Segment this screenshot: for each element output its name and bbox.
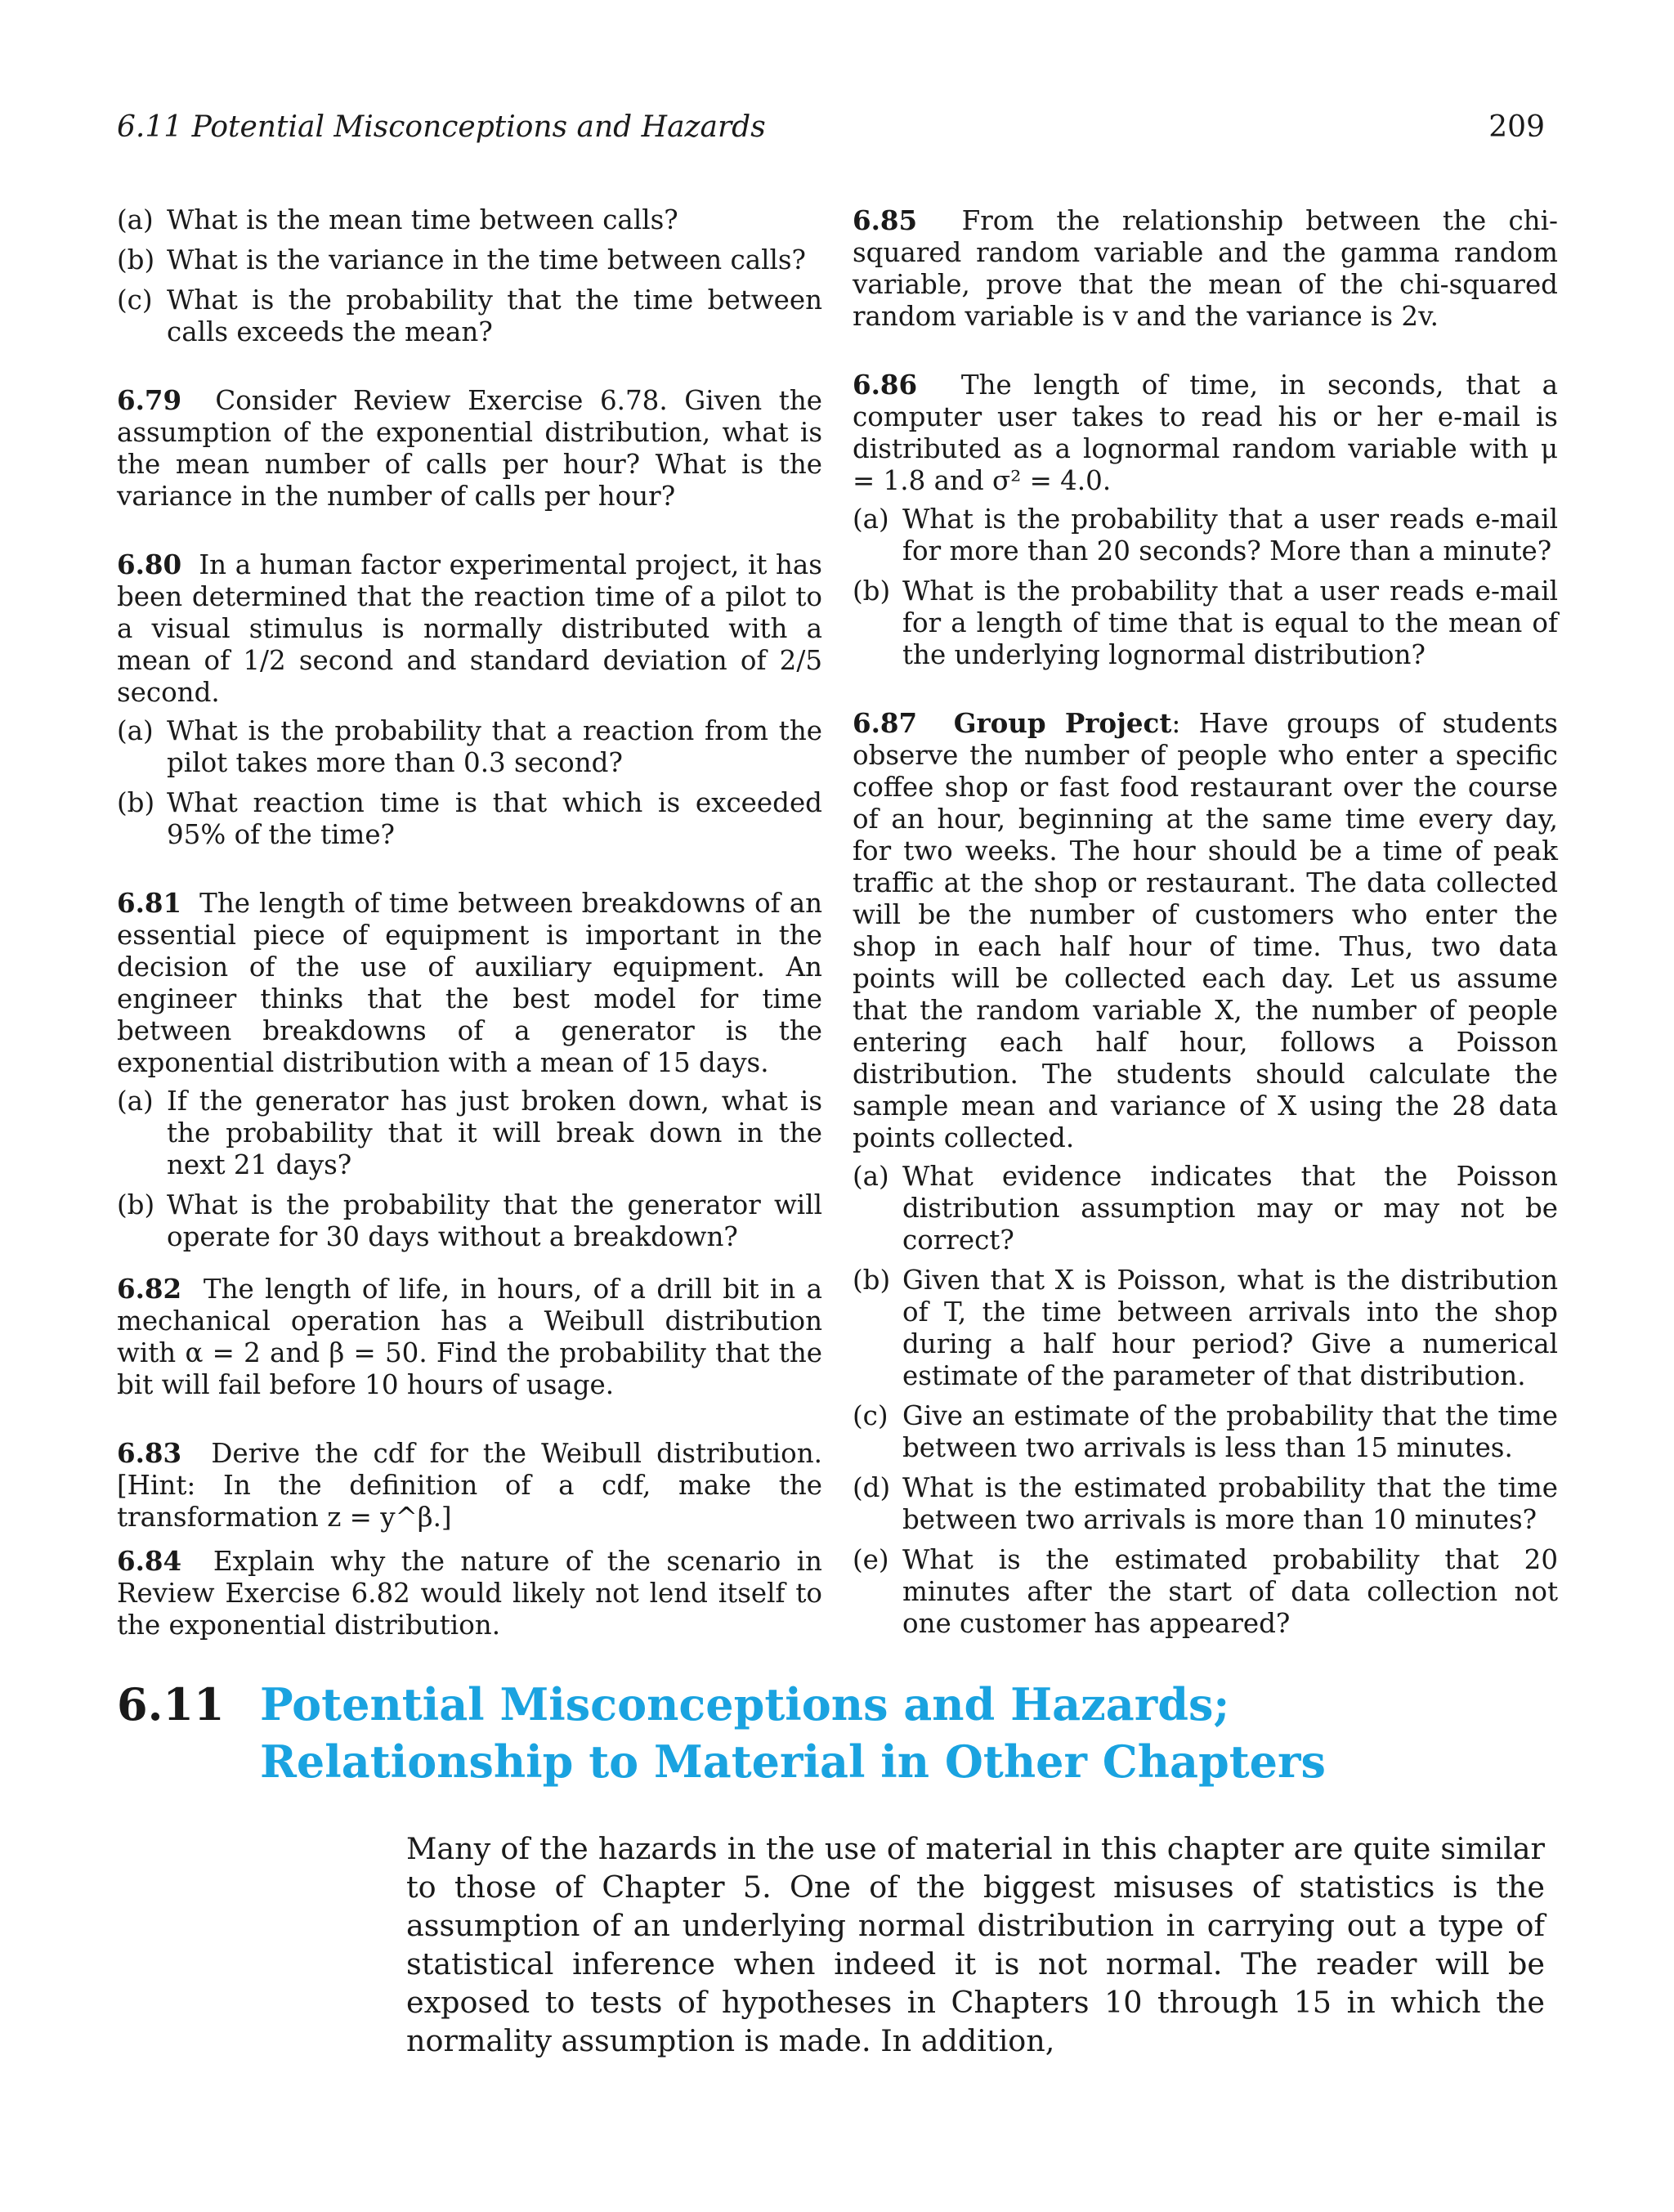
page-number: 209 [1488, 110, 1545, 144]
exercise-6-81-parts [117, 1086, 822, 1253]
exercise-6-78-parts [117, 204, 822, 348]
exercise-6-86: 6.86 The length of time, in seconds, that a computer user takes to read his or her e-mail is distributed as a lognormal random variable with μ = 1.8 and σ² = 4.0. [853, 369, 1558, 496]
section-heading [117, 1676, 1547, 1790]
section-title-line-1: Potential Misconceptions and Hazards; [260, 1678, 1230, 1731]
section-title-line-2: Relationship to Material in Other Chapters [260, 1735, 1326, 1788]
exercise-6-84: 6.84 Explain why the nature of the scenario in Review Exercise 6.82 would likely not lend itself to the exponential distribution. [117, 1545, 822, 1641]
list-item: (a) If the generator has just broken down, what is the probability that it will break down in the next 21 days? [117, 1086, 822, 1180]
list-item: (b) What is the probability that a user reads e-mail for a length of time that is equal to the mean of the underlying lognormal distribution? [853, 575, 1558, 670]
exercise-6-87: 6.87 Group Project: Have groups of students observe the number of people who enter a specific coffee shop or fast food restaurant over the course of an hour, beginning at the same time every day, for two weeks. The hour should be a time of peak traffic at the shop or restaurant. The data collected will be the number of customers who enter the shop in each half hour of time. Thus, two data points will be collected each day. Let us assume that the random variable X, the number of people entering each half hour, follows a Poisson distribution. The students should calculate the sample mean and variance of X using the 28 data points collected. [853, 707, 1558, 1153]
section-number: 6.11 [117, 1678, 225, 1731]
running-head [117, 110, 1545, 144]
right-column [853, 204, 1558, 1648]
list-item: (b) Given that X is Poisson, what is the distribution of T, the time between arrivals into the shop during a half hour period? Give a numerical estimate of the parameter of that distribution. [853, 1265, 1558, 1391]
list-item: (a) What is the probability that a user reads e-mail for more than 20 seconds? More than a minute? [853, 504, 1558, 566]
list-item: (b) What is the probability that the generator will operate for 30 days without a breakdown? [117, 1189, 822, 1252]
list-item: (e) What is the estimated probability that 20 minutes after the start of data collection not one customer has appeared? [853, 1544, 1558, 1639]
exercise-6-80-parts [117, 715, 822, 851]
list-item: (b) What is the variance in the time between calls? [117, 244, 806, 275]
running-title: 6.11 Potential Misconceptions and Hazards [117, 110, 766, 144]
exercise-6-85: 6.85 From the relationship between the chi-squared random variable and the gamma random variable, prove that the mean of the chi-squared random variable is v and the variance is 2v. [853, 204, 1558, 332]
exercise-6-87-parts [853, 1161, 1558, 1640]
exercise-6-79: 6.79 Consider Review Exercise 6.78. Given the assumption of the exponential distribution, what is the mean number of calls per hour? What is the variance in the number of calls per hour? [117, 384, 822, 512]
exercise-6-81: 6.81 The length of time between breakdowns of an essential piece of equipment is important in the decision of the use of auxiliary equipment. An engineer thinks that the best model for time between breakdowns of a generator is the exponential distribution with a mean of 15 days. [117, 887, 822, 1078]
left-column [117, 204, 822, 1641]
list-item: (a) What is the probability that a reaction from the pilot takes more than 0.3 second? [117, 715, 822, 778]
list-item: (a) What evidence indicates that the Poisson distribution assumption may or may not be correct? [853, 1161, 1558, 1256]
section-paragraph: Many of the hazards in the use of material in this chapter are quite similar to those of Chapter 5. One of the biggest misuses of statistics is the assumption of an underlying normal distribution in carrying out a type of statistical inference when indeed it is not normal. The reader will be exposed to tests of hypotheses in Chapters 10 through 15 in which the normality assumption is made. In addition, [406, 1831, 1545, 2058]
exercise-6-80: 6.80 In a human factor experimental project, it has been determined that the reaction time of a pilot to a visual stimulus is normally distributed with a mean of 1/2 second and standard deviation of 2/5 second. [117, 549, 822, 708]
list-item: (c) What is the probability that the time between calls exceeds the mean? [117, 284, 822, 347]
exercise-6-82: 6.82 The length of life, in hours, of a drill bit in a mechanical operation has a Weibull distribution with α = 2 and β = 50. Find the probability that the bit will fail before 10 hours of usage. [117, 1273, 822, 1400]
list-item: (c) Give an estimate of the probability that the time between two arrivals is less than 15 minutes. [853, 1400, 1558, 1463]
list-item: (d) What is the estimated probability that the time between two arrivals is more than 10 minutes? [853, 1472, 1558, 1535]
list-item: (b) What reaction time is that which is exceeded 95% of the time? [117, 787, 822, 850]
exercise-6-83: 6.83 Derive the cdf for the Weibull distribution. [Hint: In the definition of a cdf, make the transformation z = y^β.] [117, 1437, 822, 1533]
list-item: (a) What is the mean time between calls? [117, 204, 678, 235]
exercise-6-86-parts [853, 504, 1558, 671]
